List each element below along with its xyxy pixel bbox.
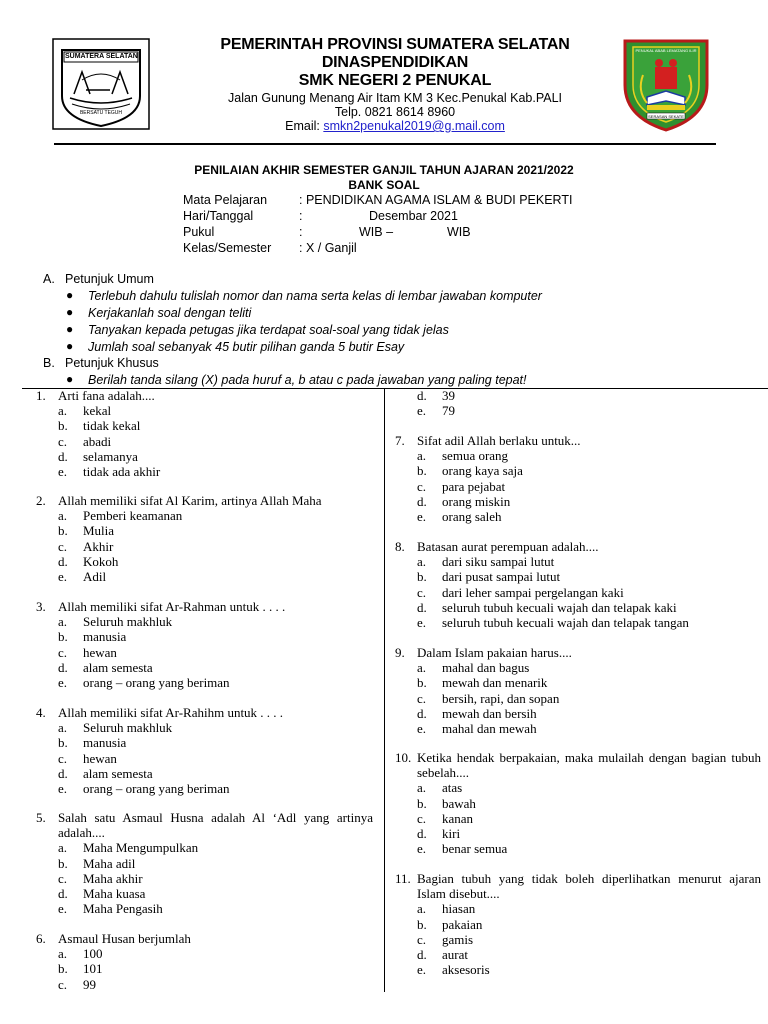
general-instruction-item: Tanyakan kepada petugas jika terdapat soal-soal yang tidak jelas <box>88 323 449 337</box>
general-instructions-letter: A. <box>43 272 55 286</box>
question-text: Allah memiliki sifat Ar-Rahihm untuk . . . . <box>58 705 284 720</box>
answer-option[interactable]: d. Kokoh <box>58 553 119 569</box>
question-text: Sifat adil Allah berlaku untuk... <box>417 433 581 448</box>
question-text: Batasan aurat perempuan adalah.... <box>417 539 599 554</box>
answer-option[interactable]: c. bersih, rapi, dan sopan <box>417 690 560 706</box>
question-number: 4. <box>36 705 46 720</box>
answer-option[interactable]: c. dari leher sampai pergelangan kaki <box>417 584 624 600</box>
answer-option[interactable]: e. tidak ada akhir <box>58 464 161 480</box>
header-line3: SMK NEGERI 2 PENUKAL <box>298 72 492 89</box>
answer-option[interactable]: d. selamanya <box>58 448 138 464</box>
answer-option[interactable]: b. dari pusat sampai lutut <box>417 569 561 585</box>
bullet-icon: ● <box>66 339 74 353</box>
info-value-class: : X / Ganjil <box>299 241 357 255</box>
question-text: Allah memiliki sifat Al Karim, artinya Allah Maha <box>58 493 322 508</box>
answer-option[interactable]: d. 39 <box>417 388 455 403</box>
answer-option[interactable]: d. seluruh tubuh kecuali wajah dan telapak kaki <box>417 599 677 615</box>
info-label-class: Kelas/Semester <box>183 241 272 255</box>
question-continuation <box>395 388 761 418</box>
answer-option[interactable]: d. alam semesta <box>58 659 153 675</box>
answer-option[interactable]: a. 100 <box>58 946 103 962</box>
answer-option[interactable]: e. orang – orang yang beriman <box>58 781 230 797</box>
info-value-time-colon: : <box>299 225 303 239</box>
question-text: Arti fana adalah.... <box>58 388 155 403</box>
question <box>36 388 373 479</box>
question <box>36 810 373 916</box>
answer-option[interactable]: b. orang kaya saja <box>417 463 523 479</box>
letterhead-divider <box>54 143 716 145</box>
question <box>395 871 761 977</box>
specific-instructions-letter: B. <box>43 356 55 370</box>
question-text: Allah memiliki sifat Ar-Rahman untuk . . . . <box>58 599 286 614</box>
question-text: Salah satu Asmaul Husna adalah Al ‘Adl yang artinya adalah.... <box>58 810 373 841</box>
specific-instructions-heading: Petunjuk Khusus <box>65 356 159 370</box>
answer-option[interactable]: c. 99 <box>58 976 96 992</box>
general-instruction-item: Kerjakanlah soal dengan teliti <box>88 306 252 320</box>
exam-title: PENILAIAN AKHIR SEMESTER GANJIL TAHUN AJARAN 2021/2022 <box>194 163 574 177</box>
answer-option[interactable]: c. kanan <box>417 810 474 826</box>
question-number: 1. <box>36 388 46 403</box>
emblem-bottom-text: BERSATU TEGUH <box>79 110 123 116</box>
info-label-subject: Mata Pelajaran <box>183 193 268 207</box>
question-text: Ketika hendak berpakaian, maka mulailah dengan bagian tubuh sebelah.... <box>417 750 761 781</box>
answer-option[interactable]: c. para pejabat <box>417 478 506 494</box>
answer-option[interactable]: b. tidak kekal <box>58 418 141 434</box>
header-address: Jalan Gunung Menang Air Itam KM 3 Kec.Penukal Kab.PALI <box>228 91 562 105</box>
answer-option[interactable]: b. Maha adil <box>58 855 136 871</box>
pali-regency-emblem <box>617 35 715 133</box>
answer-option[interactable]: a. Seluruh makhluk <box>58 720 173 736</box>
answer-option[interactable]: a. Maha Mengumpulkan <box>58 840 199 856</box>
question-text: Bagian tubuh yang tidak boleh diperlihatkan menurut ajaran Islam disebut.... <box>417 871 761 902</box>
header-phone: Telp. 0821 8614 8960 <box>334 105 456 119</box>
answer-option[interactable]: e. mahal dan mewah <box>417 721 537 737</box>
info-label-time: Pukul <box>183 225 215 239</box>
header-line1: PEMERINTAH PROVINSI SUMATERA SELATAN <box>220 36 570 53</box>
answer-option[interactable]: e. Maha Pengasih <box>58 901 163 917</box>
bullet-icon: ● <box>66 372 74 386</box>
question-number: 7. <box>395 433 405 448</box>
answer-option[interactable]: a. semua orang <box>417 448 509 464</box>
question-number: 9. <box>395 645 405 660</box>
column-divider <box>384 388 385 992</box>
email-link[interactable]: smkn2penukal2019@g.mail.com <box>323 119 505 133</box>
answer-option[interactable]: e. benar semua <box>417 841 508 857</box>
answer-option[interactable]: b. pakaian <box>417 916 483 932</box>
answer-option[interactable]: c. Akhir <box>58 538 114 554</box>
question-text: Asmaul Husan berjumlah <box>58 931 191 946</box>
answer-option[interactable]: a. Seluruh makhluk <box>58 614 173 630</box>
answer-option[interactable]: b. Mulia <box>58 523 115 539</box>
question <box>395 433 761 524</box>
answer-option[interactable]: a. dari siku sampai lutut <box>417 554 555 570</box>
info-value-date: Desembar 2021 <box>369 209 458 223</box>
specific-instruction-item: Berilah tanda silang (X) pada huruf a, b atau c pada jawaban yang paling tepat! <box>88 373 527 387</box>
answer-option[interactable]: e. 79 <box>417 403 455 419</box>
info-value-date-colon: : <box>299 209 303 223</box>
question <box>395 645 761 736</box>
bullet-icon: ● <box>66 288 74 302</box>
info-value-time-start: WIB – <box>359 225 394 239</box>
answer-option[interactable]: b. mewah dan menarik <box>417 675 548 691</box>
answer-option[interactable]: d. Maha kuasa <box>58 886 146 902</box>
general-instructions-heading: Petunjuk Umum <box>65 272 154 286</box>
answer-option[interactable]: d. alam semesta <box>58 765 153 781</box>
answer-option[interactable]: b. manusia <box>58 735 127 751</box>
header-email-line <box>160 119 630 133</box>
question <box>36 931 373 992</box>
answer-option[interactable]: e. orang saleh <box>417 509 502 525</box>
answer-option[interactable]: c. Maha akhir <box>58 870 143 886</box>
answer-option[interactable]: a. kekal <box>58 403 112 419</box>
answer-option[interactable]: a. Pemberi keamanan <box>58 508 183 524</box>
letterhead <box>0 0 768 150</box>
question <box>395 539 761 630</box>
general-instruction-item: Terlebuh dahulu tulislah nomor dan nama serta kelas di lembar jawaban komputer <box>88 289 542 303</box>
exam-subtitle: BANK SOAL <box>348 178 420 192</box>
answer-option[interactable]: a. mahal dan bagus <box>417 660 530 676</box>
question-number: 3. <box>36 599 46 614</box>
question-number: 6. <box>36 931 46 946</box>
answer-option[interactable]: d. orang miskin <box>417 493 511 509</box>
question <box>395 750 761 856</box>
answer-option[interactable]: d. kiri <box>417 826 461 842</box>
bullet-icon: ● <box>66 322 74 336</box>
question-number: 8. <box>395 539 405 554</box>
question <box>36 705 373 796</box>
answer-option[interactable]: a. hiasan <box>417 901 476 917</box>
bullet-icon: ● <box>66 305 74 319</box>
answer-option[interactable]: b. bawah <box>417 795 476 811</box>
general-instruction-item: Jumlah soal sebanyak 45 butir pilihan ganda 5 butir Esay <box>88 340 405 354</box>
question-number: 10. <box>395 750 412 765</box>
answer-option[interactable]: e. Adil <box>58 569 107 585</box>
question-number: 5. <box>36 810 46 825</box>
questions-left-column <box>36 388 373 992</box>
emblem-ring-text: PENUKAL ABAB LEMATANG ILIR <box>635 48 697 53</box>
answer-option[interactable]: c. gamis <box>417 931 474 947</box>
answer-option[interactable]: c. hewan <box>58 750 117 766</box>
questions-right-column <box>395 388 761 992</box>
question-text: Dalam Islam pakaian harus.... <box>417 645 572 660</box>
answer-option[interactable]: b. manusia <box>58 629 127 645</box>
info-value-time-end: WIB <box>447 225 471 239</box>
answer-option[interactable]: e. orang – orang yang beriman <box>58 675 230 691</box>
header-line2: DINASPENDIDIKAN <box>321 54 469 71</box>
answer-option[interactable]: c. abadi <box>58 433 112 449</box>
question <box>36 599 373 690</box>
emblem-top-text: SUMATERA SELATAN <box>65 53 138 60</box>
info-value-subject: : PENDIDIKAN AGAMA ISLAM & BUDI PEKERTI <box>299 193 573 207</box>
answer-option[interactable]: a. atas <box>417 780 463 796</box>
question <box>36 493 373 584</box>
question-number: 2. <box>36 493 46 508</box>
answer-option[interactable]: c. hewan <box>58 644 117 660</box>
answer-option[interactable]: e. seluruh tubuh kecuali wajah dan telapak tangan <box>417 615 689 631</box>
emblem-banner-text: SERASAN SEKATE <box>648 114 684 119</box>
email-label: Email: <box>285 119 320 133</box>
answer-option[interactable]: b. 101 <box>58 961 103 977</box>
sumatera-selatan-emblem <box>52 38 150 130</box>
answer-option[interactable]: d. aurat <box>417 947 468 963</box>
info-label-date: Hari/Tanggal <box>183 209 254 223</box>
question-number: 11. <box>395 871 411 886</box>
answer-option[interactable]: d. mewah dan bersih <box>417 705 537 721</box>
answer-option[interactable]: e. aksesoris <box>417 962 490 978</box>
